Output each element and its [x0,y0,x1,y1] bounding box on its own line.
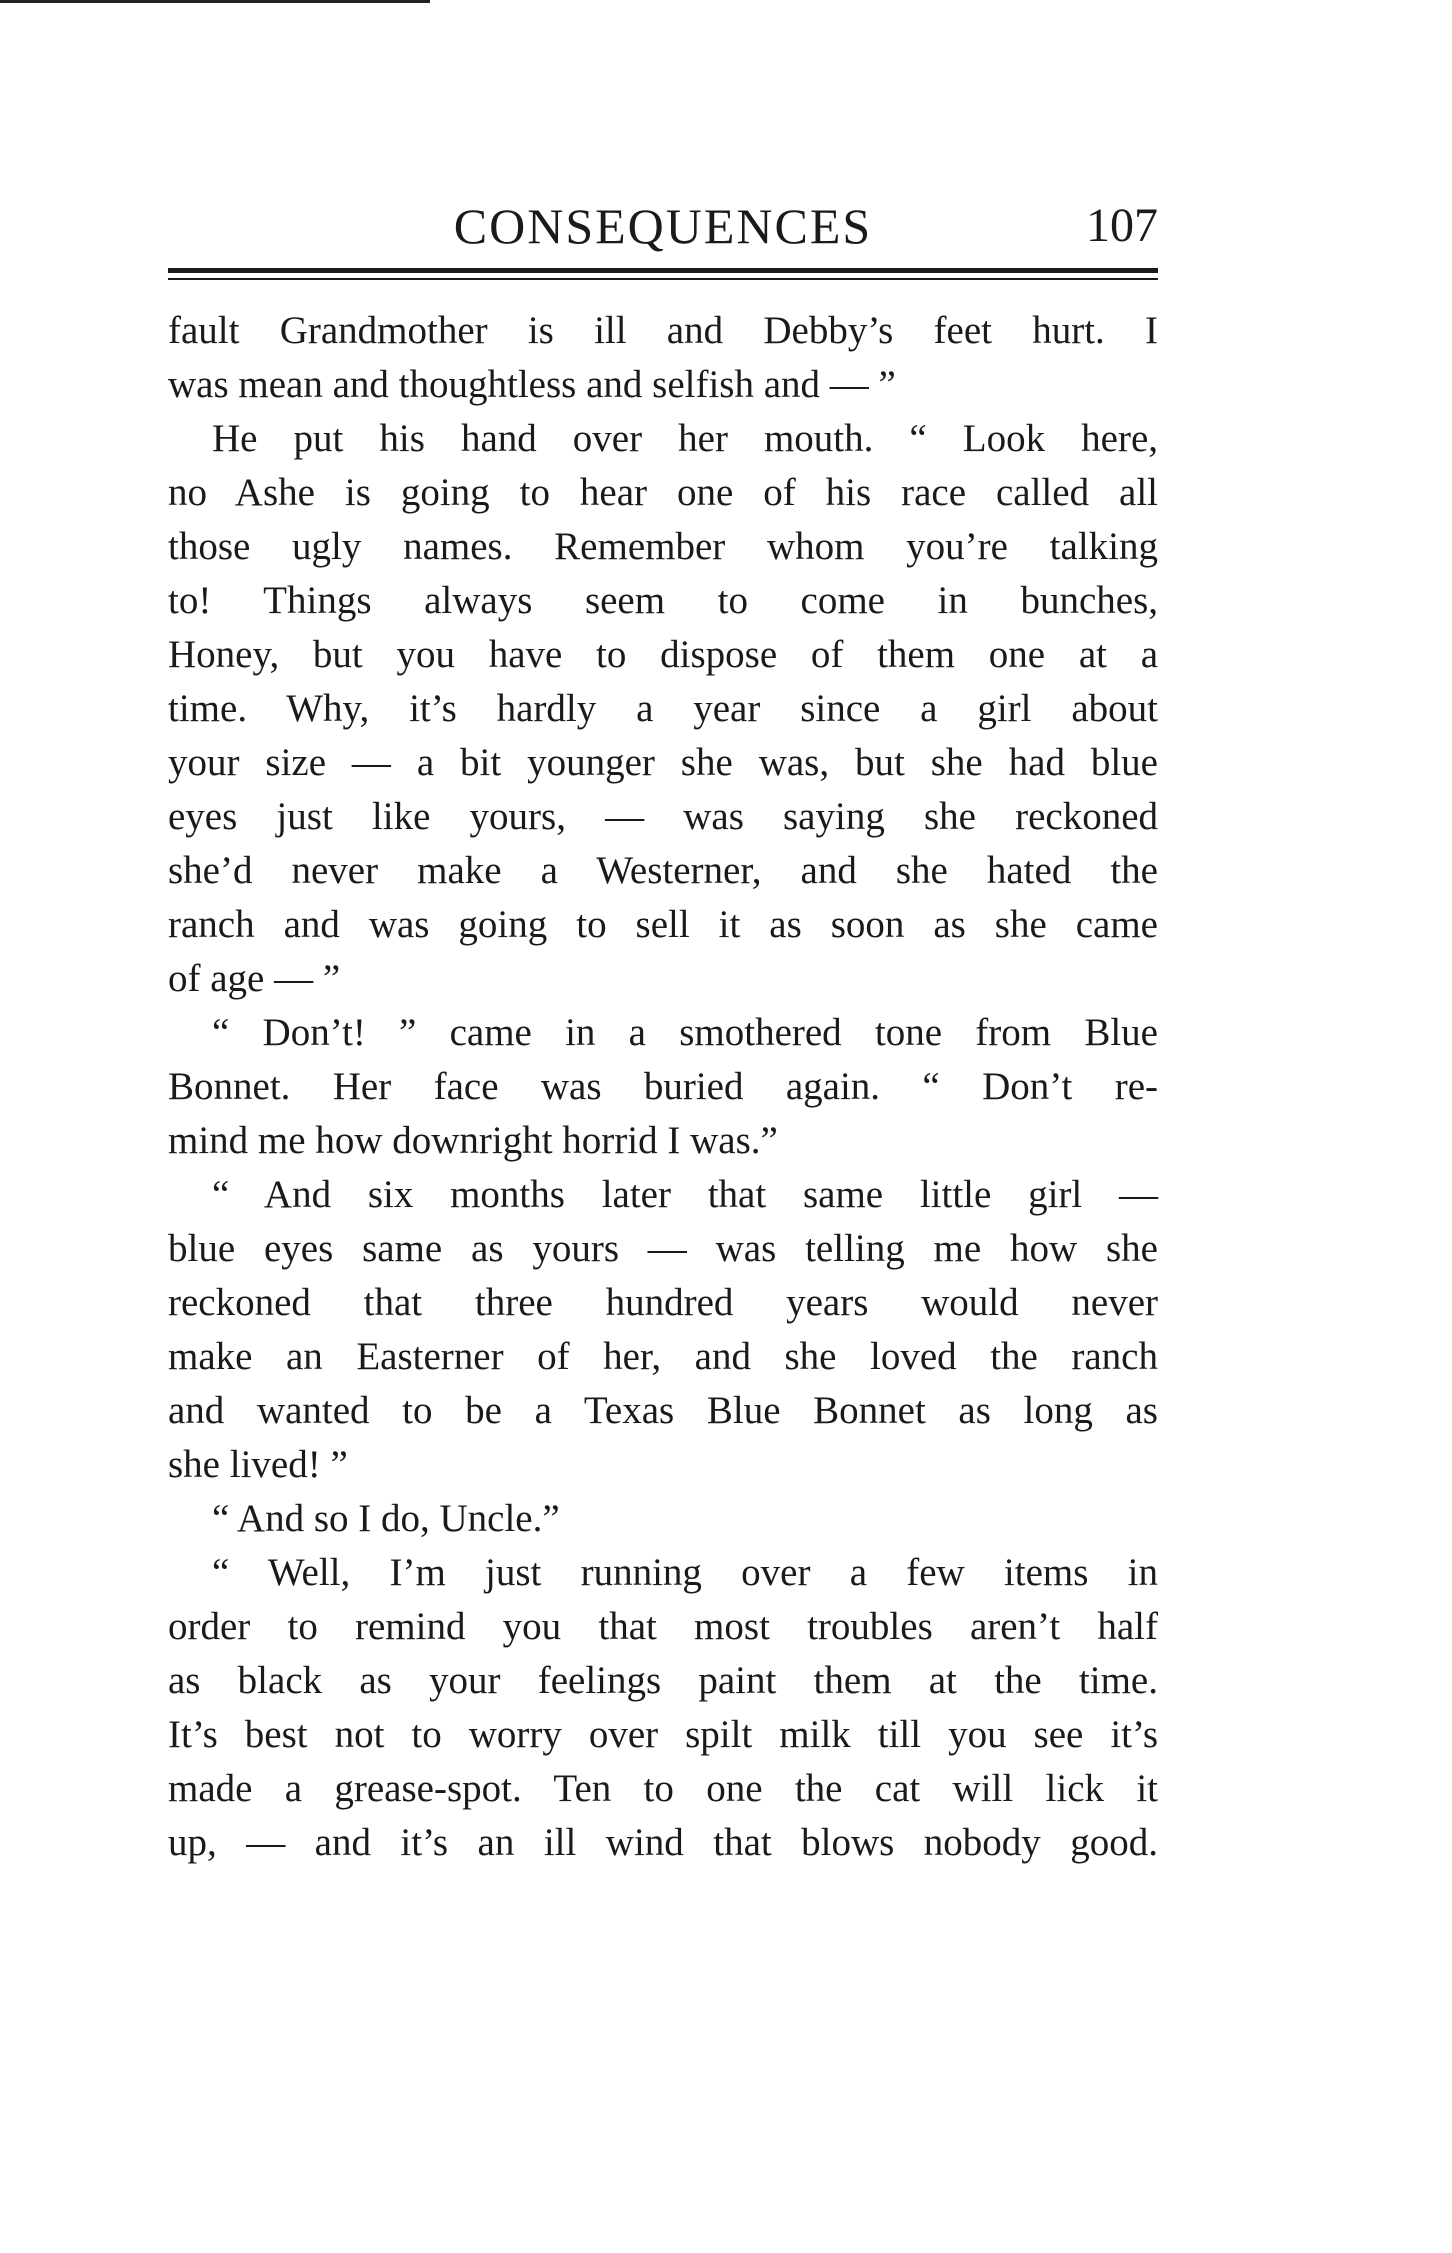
text-line: your size — a bit younger she was, but she had blue [168,741,1158,784]
running-title: CONSEQUENCES [453,198,873,254]
text-line: those ugly names. Remember whom you’re talking [168,525,1158,568]
text-line: of age — ” [168,957,341,1000]
text-line: He put his hand over her mouth. “ Look here, [212,417,1158,460]
text-line: eyes just like yours, — was saying she reckoned [168,795,1158,838]
text-line: time. Why, it’s hardly a year since a girl about [168,687,1158,730]
body-text [168,304,1158,1870]
text-line: make an Easterner of her, and she loved the ranch [168,1335,1158,1378]
text-line: she lived! ” [168,1443,348,1486]
text-line: It’s best not to worry over spilt milk till you see it’s [168,1713,1158,1756]
text-line: “ Don’t! ” came in a smothered tone from Blue [212,1011,1158,1054]
text-line: order to remind you that most troubles aren’t half [168,1605,1158,1648]
text-line: she’d never make a Westerner, and she hated the [168,849,1158,892]
page-edge-mark [0,0,430,3]
text-line: fault Grandmother is ill and Debby’s feet hurt. I [168,309,1158,352]
text-line: to! Things always seem to come in bunches, [168,579,1158,622]
text-line: up, — and it’s an ill wind that blows nobody good. [168,1821,1158,1864]
page-number: 107 [1086,199,1158,252]
text-line: blue eyes same as yours — was telling me how she [168,1227,1158,1270]
text-line: reckoned that three hundred years would never [168,1281,1158,1324]
text-line: “ And so I do, Uncle.” [212,1497,560,1540]
text-line: as black as your feelings paint them at the time. [168,1659,1158,1702]
header-rule-thick [168,268,1158,273]
text-line: Honey, but you have to dispose of them one at a [168,633,1158,676]
text-line: was mean and thoughtless and selfish and — ” [168,363,896,406]
text-line: made a grease-spot. Ten to one the cat will lick it [168,1767,1158,1810]
text-line: and wanted to be a Texas Blue Bonnet as long as [168,1389,1158,1432]
text-line: “ And six months later that same little girl — [212,1173,1158,1216]
text-line: Bonnet. Her face was buried again. “ Don’t re- [168,1065,1158,1108]
text-line: mind me how downright horrid I was.” [168,1119,778,1162]
running-head [168,196,1158,256]
text-line: ranch and was going to sell it as soon as she came [168,903,1158,946]
text-line: “ Well, I’m just running over a few items in [212,1551,1158,1594]
text-line: no Ashe is going to hear one of his race called all [168,471,1158,514]
header-rule-thin [168,278,1158,280]
